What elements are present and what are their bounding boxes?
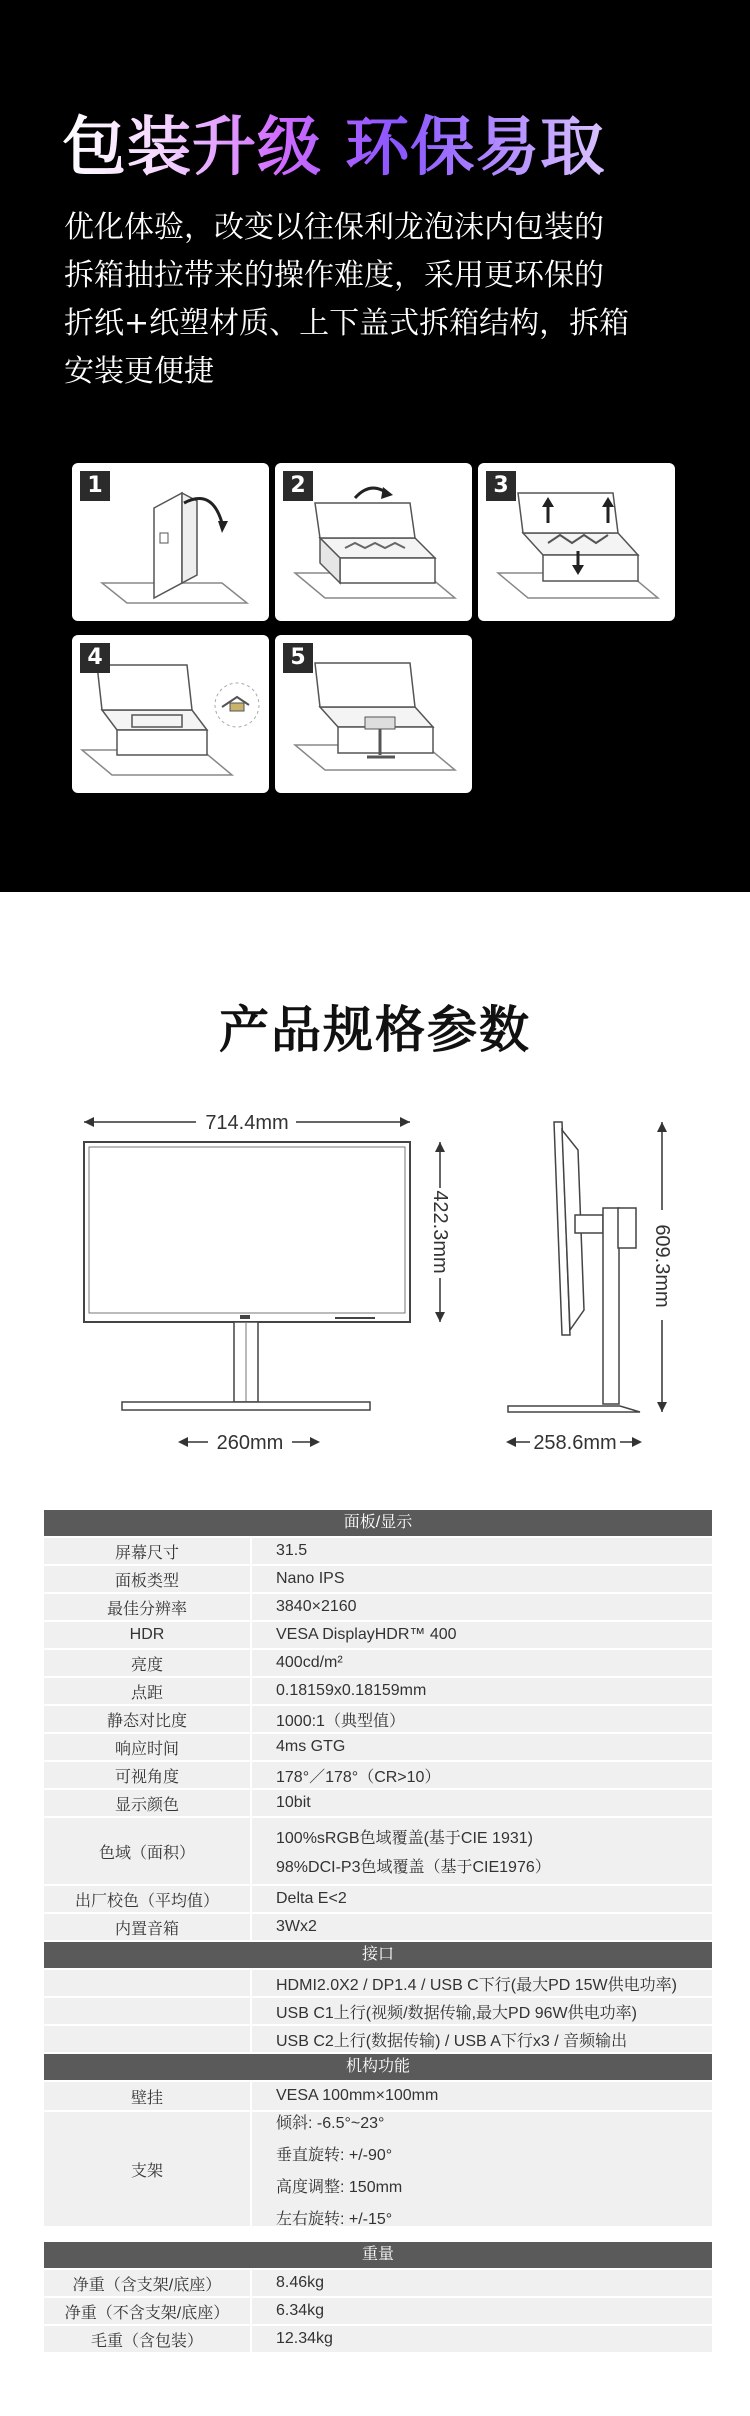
spec-value: USB C2上行(数据传输) / USB A下行x3 / 音频输出 bbox=[276, 2032, 628, 2050]
spec-value: 左右旋转: +/-15° bbox=[276, 2210, 393, 2228]
table-row bbox=[44, 1678, 712, 1706]
unbox-step-4 bbox=[72, 635, 269, 793]
table-row bbox=[44, 1566, 712, 1594]
intro-line: 折纸+纸塑材质、上下盖式拆箱结构，拆箱 bbox=[64, 306, 630, 341]
table-row bbox=[44, 1762, 712, 1790]
spec-value: HDMI2.0X2 / DP1.4 / USB C下行(最大PD 15W供电功率) bbox=[276, 1976, 677, 1994]
spec-label: 壁挂 bbox=[44, 2082, 252, 2110]
spec-value: 4ms GTG bbox=[276, 1738, 346, 1755]
spec-label: 可视角度 bbox=[44, 1762, 252, 1788]
spec-label: 最佳分辨率 bbox=[44, 1594, 252, 1620]
table-row bbox=[44, 1594, 712, 1622]
spec-value: 178°／178°（CR>10） bbox=[276, 1768, 441, 1786]
spec-value: USB C1上行(视频/数据传输,最大PD 96W供电功率) bbox=[276, 2004, 637, 2022]
spec-value: Nano IPS bbox=[276, 1570, 345, 1587]
spec-value: 高度调整: 150mm bbox=[276, 2178, 403, 2196]
intro-line: 安装更便捷 bbox=[64, 354, 214, 389]
section-header-weight: 重量 bbox=[44, 2242, 712, 2270]
section-gap bbox=[44, 2228, 712, 2242]
spec-value: 10bit bbox=[276, 1794, 311, 1811]
intro-line: 拆箱抽拉带来的操作难度，采用更环保的 bbox=[64, 258, 604, 293]
spec-label: 支架 bbox=[44, 2112, 252, 2226]
spec-value: 垂直旋转: +/-90° bbox=[276, 2146, 393, 2164]
spec-value: 3Wx2 bbox=[276, 1918, 317, 1935]
total-height-dimension: 609.3mm bbox=[651, 1224, 673, 1308]
table-row bbox=[44, 2270, 712, 2298]
table-row bbox=[44, 2326, 712, 2354]
intro-line: 优化体验，改变以往保利龙泡沫内包装的 bbox=[64, 210, 604, 245]
spec-label: 出厂校色（平均值） bbox=[44, 1886, 252, 1912]
unbox-step-5 bbox=[275, 635, 472, 793]
spec-label: 静态对比度 bbox=[44, 1706, 252, 1732]
section-header-panel: 面板/显示 bbox=[44, 1510, 712, 1538]
step-number: 1 bbox=[80, 471, 110, 501]
step-number: 2 bbox=[283, 471, 313, 501]
table-row bbox=[44, 1914, 712, 1942]
width-dimension: 714.4mm bbox=[205, 1112, 289, 1134]
table-row bbox=[44, 2082, 712, 2112]
unbox-step-2 bbox=[275, 463, 472, 621]
height-dimension: 422.3mm bbox=[429, 1190, 451, 1274]
spec-section-title: 产品规格参数 bbox=[219, 1001, 531, 1059]
table-row bbox=[44, 1818, 712, 1886]
spec-label bbox=[44, 1970, 252, 1996]
spec-value: 1000:1（典型值） bbox=[276, 1712, 405, 1730]
step-number: 5 bbox=[283, 643, 313, 673]
spec-label: 净重（含支架/底座） bbox=[44, 2270, 252, 2296]
spec-value: 100%sRGB色域覆盖(基于CIE 1931) bbox=[276, 1830, 533, 1847]
dimension-diagram bbox=[0, 1090, 750, 1470]
monitor-side-view bbox=[506, 1122, 673, 1454]
step-number: 3 bbox=[486, 471, 516, 501]
table-row bbox=[44, 1998, 712, 2026]
unbox-step-1 bbox=[72, 463, 269, 621]
spec-value: 400cd/m² bbox=[276, 1654, 343, 1671]
promo-intro bbox=[64, 204, 674, 396]
table-row bbox=[44, 2026, 712, 2054]
table-row bbox=[44, 1538, 712, 1566]
spec-label: 显示颜色 bbox=[44, 1790, 252, 1816]
spec-value: 6.34kg bbox=[276, 2302, 325, 2319]
spec-value: VESA 100mm×100mm bbox=[276, 2087, 439, 2104]
stand-width-dimension: 260mm bbox=[216, 1432, 284, 1454]
spec-value: 31.5 bbox=[276, 1542, 308, 1559]
spec-value: Delta E<2 bbox=[276, 1890, 347, 1907]
spec-label: 屏幕尺寸 bbox=[44, 1538, 252, 1564]
spec-value: 12.34kg bbox=[276, 2330, 333, 2347]
step-number: 4 bbox=[80, 643, 110, 673]
spec-label: 色域（面积） bbox=[44, 1818, 252, 1884]
table-row bbox=[44, 2298, 712, 2326]
spec-label: 亮度 bbox=[44, 1650, 252, 1676]
spec-label bbox=[44, 1998, 252, 2024]
spec-value: 0.18159x0.18159mm bbox=[276, 1682, 427, 1699]
spec-label: 毛重（含包装） bbox=[44, 2326, 252, 2352]
spec-label: 响应时间 bbox=[44, 1734, 252, 1760]
spec-label bbox=[44, 2026, 252, 2052]
table-row bbox=[44, 2112, 712, 2228]
table-row bbox=[44, 1886, 712, 1914]
spec-value: 3840×2160 bbox=[276, 1598, 357, 1615]
monitor-front-view bbox=[84, 1112, 451, 1454]
spec-label: 面板类型 bbox=[44, 1566, 252, 1592]
spec-value: 98%DCI-P3色域覆盖（基于CIE1976） bbox=[276, 1859, 551, 1876]
promo-section bbox=[0, 0, 750, 892]
spec-label: 内置音箱 bbox=[44, 1914, 252, 1940]
table-row bbox=[44, 1970, 712, 1998]
table-row bbox=[44, 1622, 712, 1650]
spec-label: 点距 bbox=[44, 1678, 252, 1704]
spec-value: 倾斜: -6.5°~23° bbox=[276, 2114, 385, 2132]
table-row bbox=[44, 1790, 712, 1818]
spec-value: VESA DisplayHDR™ 400 bbox=[276, 1626, 457, 1643]
table-row bbox=[44, 1706, 712, 1734]
spec-label: HDR bbox=[44, 1622, 252, 1648]
spec-value: 8.46kg bbox=[276, 2274, 325, 2291]
spec-table bbox=[44, 1510, 712, 2354]
section-header-ports: 接口 bbox=[44, 1942, 712, 1970]
table-row bbox=[44, 1734, 712, 1762]
spec-label: 净重（不含支架/底座） bbox=[44, 2298, 252, 2324]
table-row bbox=[44, 1650, 712, 1678]
depth-dimension: 258.6mm bbox=[533, 1432, 617, 1454]
unbox-step-3 bbox=[478, 463, 675, 621]
promo-headline: 包装升级 环保易取 bbox=[62, 96, 605, 188]
section-header-mechanics: 机构功能 bbox=[44, 2054, 712, 2082]
